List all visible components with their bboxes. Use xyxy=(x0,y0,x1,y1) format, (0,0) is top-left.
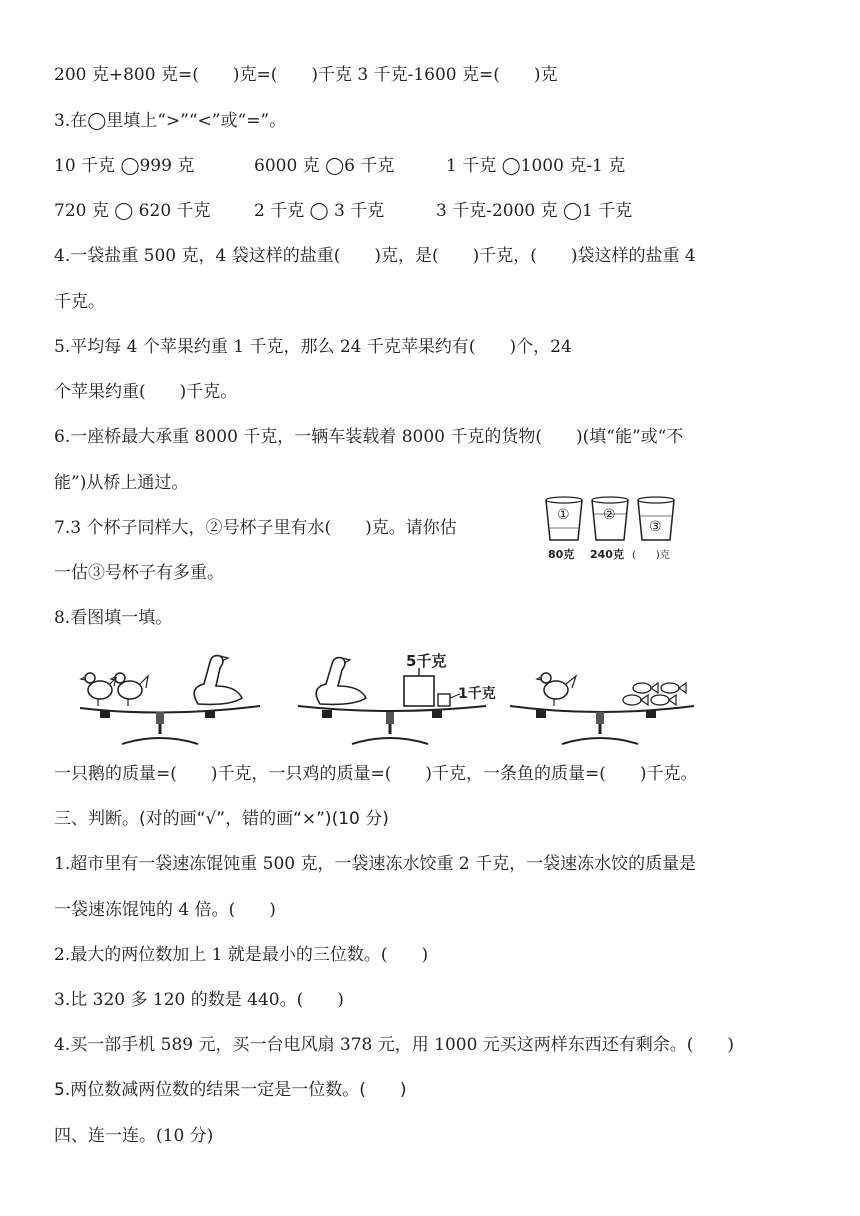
goose-icon xyxy=(316,658,366,705)
chicken-icon xyxy=(537,673,576,706)
judge-5: 5.两位数减两位数的结果一定是一位数。( ) xyxy=(54,1080,407,1100)
question-4: 4.一袋盐重 500 克，4 袋这样的盐重( )克，是( )千克，( )袋这样的盐重 4 xyxy=(54,246,696,266)
cup-2-number: ② xyxy=(603,507,616,523)
judge-2: 2.最大的两位数加上 1 就是最小的三位数。( ) xyxy=(54,945,429,965)
goose-icon xyxy=(194,656,242,705)
question-5-cont: 个苹果约重( )千克。 xyxy=(54,382,238,402)
compare-row-2 xyxy=(54,199,632,223)
judge-4: 4.买一部手机 589 元，买一台电风扇 378 元，用 1000 元买这两样东西还有剩余。( ) xyxy=(54,1035,735,1055)
compare-item: 720 克 ◯ 620 千克 xyxy=(54,201,211,221)
question-4-cont: 千克。 xyxy=(54,292,105,312)
question-7-cont: 一估③号杯子有多重。 xyxy=(54,563,224,583)
section-4-heading: 四、连一连。(10 分) xyxy=(54,1126,214,1146)
weight-1kg-label: 1千克 xyxy=(458,686,496,702)
cup-2 xyxy=(592,497,628,540)
judge-1: 1.超市里有一袋速冻馄饨重 500 克，一袋速冻水饺重 2 千克，一袋速冻水饺的质量是 xyxy=(54,854,697,874)
fish-icon xyxy=(623,695,648,705)
cup-2-label: 240克 xyxy=(590,548,624,561)
chicken-icon xyxy=(81,673,116,706)
cup-3 xyxy=(638,497,674,540)
question-6-cont: 能”)从桥上通过。 xyxy=(54,473,189,493)
cup-1 xyxy=(546,497,582,540)
question-6: 6.一座桥最大承重 8000 千克，一辆车装载着 8000 千克的货物( )(填“能”或“不 xyxy=(54,427,684,447)
compare-row-1 xyxy=(54,154,625,178)
question-8-answer: 一只鹅的质量=( )千克，一只鸡的质量=( )千克，一条鱼的质量=( )千克。 xyxy=(54,764,698,784)
fish-icon xyxy=(661,683,686,693)
scale-2 xyxy=(298,652,496,744)
section-3-heading: 三、判断。(对的画“√”，错的画“×”)(10 分) xyxy=(54,809,389,829)
compare-item: 2 千克 ◯ 3 千克 xyxy=(254,201,385,221)
scale-3 xyxy=(510,673,694,744)
scale-1 xyxy=(80,656,260,744)
compare-item: 3 千克-2000 克 ◯1 千克 xyxy=(436,201,633,221)
cup-3-number: ③ xyxy=(649,519,662,535)
cup-1-number: ① xyxy=(557,507,570,523)
cups-figure xyxy=(540,494,700,566)
question-7: 7.3 个杯子同样大，②号杯子里有水( )克。请你估 xyxy=(54,518,457,538)
cup-1-label: 80克 xyxy=(548,548,575,561)
compare-item: 10 千克 ◯999 克 xyxy=(54,156,195,176)
compare-item: 6000 克 ◯6 千克 xyxy=(254,156,395,176)
weight-5kg-icon xyxy=(404,668,434,706)
question-5: 5.平均每 4 个苹果约重 1 千克，那么 24 千克苹果约有( )个，24 xyxy=(54,337,572,357)
compare-item: 1 千克 ◯1000 克-1 克 xyxy=(446,156,626,176)
question-8-heading: 8.看图填一填。 xyxy=(54,608,173,628)
fish-icon xyxy=(651,695,676,705)
scales-figure xyxy=(70,648,710,748)
problem-line-1: 200 克+800 克=( )克=( )千克 3 千克-1600 克=( )克 xyxy=(54,65,558,85)
judge-3: 3.比 320 多 120 的数是 440。( ) xyxy=(54,990,344,1010)
judge-1-cont: 一袋速冻馄饨的 4 倍。( ) xyxy=(54,900,276,920)
question-3-heading: 3.在◯里填上“>”“<”或“=”。 xyxy=(54,111,287,131)
fish-icon xyxy=(633,683,658,693)
cup-3-label: ( )克 xyxy=(632,550,670,561)
weight-5kg-label: 5千克 xyxy=(406,652,447,670)
weight-1kg-icon xyxy=(438,694,460,706)
